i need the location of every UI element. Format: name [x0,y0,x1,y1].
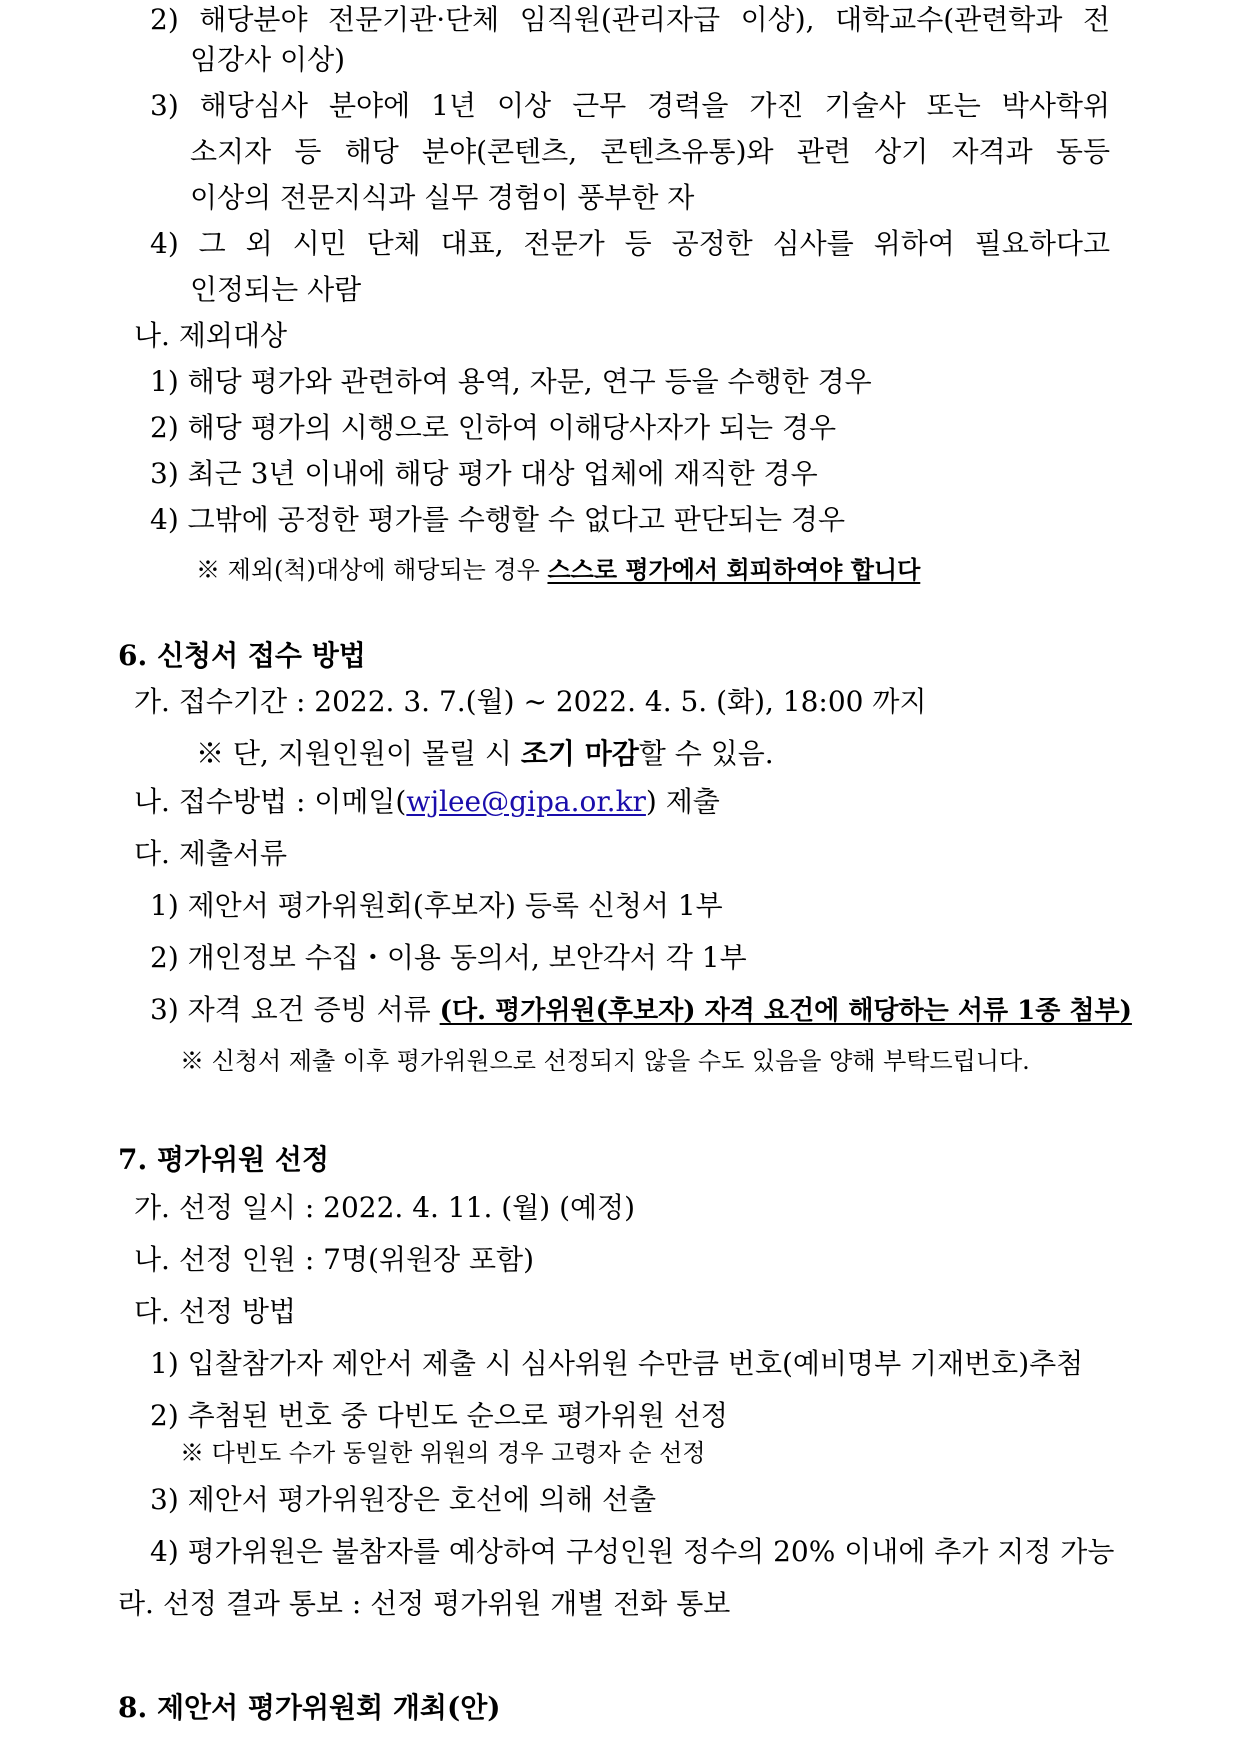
selection-method-3: 3) 제안서 평가위원장은 호선에 의해 선출 [150,1483,657,1516]
qualification-item-2-cont: 임강사 이상) [190,43,346,76]
exclusion-item-4: 4) 그밖에 공정한 평가를 수행할 수 없다고 판단되는 경우 [150,503,845,536]
selection-method-2: 2) 추첨된 번호 중 다빈도 순으로 평가위원 선정 [150,1399,728,1432]
document-item-1: 1) 제안서 평가위원회(후보자) 등록 신청서 1부 [150,889,723,922]
qualification-item-3: 3) 해당심사 분야에 1년 이상 근무 경력을 가진 기술사 또는 박사학위 [150,89,1110,122]
document-item-2: 2) 개인정보 수집・이용 동의서, 보안각서 각 1부 [150,941,747,974]
exclusion-heading: 나. 제외대상 [134,319,288,352]
early-close-emphasis: 조기 마감 [520,737,639,770]
application-method-label: 나. 접수방법 : 이메일( [134,785,407,818]
early-close-suffix: 할 수 있음. [638,737,774,770]
qualification-item-4: 4) 그 외 시민 단체 대표, 전문가 등 공정한 심사를 위하여 필요하다고 [150,227,1110,260]
application-method-suffix: ) 제출 [645,785,720,818]
document-item-3 [150,990,1132,1031]
section-6-heading: 6. 신청서 접수 방법 [118,639,366,672]
section-7-heading: 7. 평가위원 선정 [118,1143,330,1176]
qualification-item-3-cont-1: 소지자 등 해당 분야(콘텐츠, 콘텐츠유통)와 관련 상기 자격과 동등 [190,135,1110,168]
email-link[interactable]: wjlee@gipa.or.kr [406,785,646,818]
exclusion-note-text: ※ 제외(척)대상에 해당되는 경우 [196,556,548,584]
application-period: 가. 접수기간 : 2022. 3. 7.(월) ~ 2022. 4. 5. (화), 18:00 까지 [134,685,927,718]
section-8-heading: 8. 제안서 평가위원회 개최(안) [118,1691,501,1724]
exclusion-item-1: 1) 해당 평가와 관련하여 용역, 자문, 연구 등을 수행한 경우 [150,365,872,398]
document-item-3-emphasis: (다. 평가위원(후보자) 자격 요건에 해당하는 서류 1종 첨부) [439,996,1132,1026]
early-close-note [196,734,774,774]
selection-method-note: ※ 다빈도 수가 동일한 위원의 경우 고령자 순 선정 [180,1439,706,1467]
application-method [134,782,720,822]
documents-heading: 다. 제출서류 [134,837,288,870]
exclusion-item-2: 2) 해당 평가의 시행으로 인하여 이해당사자가 되는 경우 [150,411,837,444]
selection-date: 가. 선정 일시 : 2022. 4. 11. (월) (예정) [134,1191,636,1224]
qualification-item-2: 2) 해당분야 전문기관·단체 임직원(관리자급 이상), 대학교수(관련학과 전 [150,3,1110,36]
selection-method-4: 4) 평가위원은 불참자를 예상하여 구성인원 정수의 20% 이내에 추가 지정 가능 [150,1535,1115,1568]
qualification-item-4-cont: 인정되는 사람 [190,273,362,306]
exclusion-note [196,553,920,587]
selection-count: 나. 선정 인원 : 7명(위원장 포함) [134,1243,535,1276]
document-item-3-text: 3) 자격 요건 증빙 서류 [150,993,440,1026]
documents-note: ※ 신청서 제출 이후 평가위원으로 선정되지 않을 수도 있음을 양해 부탁드립니다. [180,1047,1030,1075]
selection-result-notice: 라. 선정 결과 통보 : 선정 평가위원 개별 전화 통보 [118,1587,731,1620]
selection-method-1: 1) 입찰참가자 제안서 제출 시 심사위원 수만큼 번호(예비명부 기재번호)추첨 [150,1347,1084,1380]
early-close-text: ※ 단, 지원인원이 몰릴 시 [196,737,521,770]
exclusion-item-3: 3) 최근 3년 이내에 해당 평가 대상 업체에 재직한 경우 [150,457,818,490]
selection-method-heading: 다. 선정 방법 [134,1295,296,1328]
qualification-item-3-cont-2: 이상의 전문지식과 실무 경험이 풍부한 자 [190,181,695,214]
exclusion-note-emphasis: 스스로 평가에서 회피하여야 합니다 [547,555,921,584]
